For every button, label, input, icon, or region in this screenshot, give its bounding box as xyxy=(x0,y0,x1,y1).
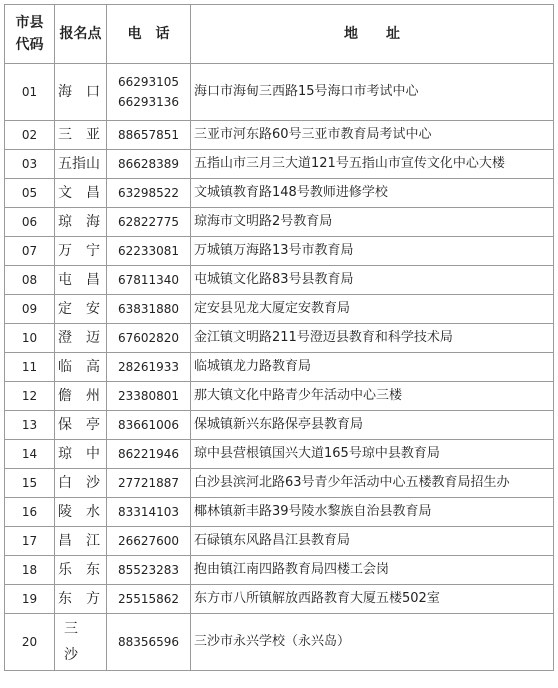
table-row xyxy=(5,498,554,527)
cell-name xyxy=(55,469,114,498)
cell-code: 08 xyxy=(5,266,55,295)
cell-name-text: 琼海 xyxy=(58,214,114,230)
cell-name-text: 陵水 xyxy=(58,504,114,520)
cell-address: 抱由镇江南四路教育局四楼工会岗 xyxy=(191,556,554,585)
table-row xyxy=(5,208,554,237)
cell-phone: 62822775 xyxy=(107,208,191,237)
table-row xyxy=(5,556,554,585)
table-row xyxy=(5,121,554,150)
cell-code: 13 xyxy=(5,411,55,440)
table-row xyxy=(5,411,554,440)
cell-name-text: 琼中 xyxy=(58,446,114,462)
cell-code: 16 xyxy=(5,498,55,527)
cell-code: 03 xyxy=(5,150,55,179)
cell-name xyxy=(55,556,114,585)
header-name: 报名点 xyxy=(55,5,107,64)
cell-name-text: 三亚 xyxy=(58,127,114,143)
cell-code: 09 xyxy=(5,295,55,324)
cell-phone: 62233081 xyxy=(107,237,191,266)
cell-address: 海口市海甸三西路15号海口市考试中心 xyxy=(191,64,554,121)
table-row xyxy=(5,614,554,671)
cell-code: 01 xyxy=(5,64,55,121)
cell-address: 定安县见龙大厦定安教育局 xyxy=(191,295,554,324)
cell-phone: 86628389 xyxy=(107,150,191,179)
cell-name xyxy=(55,208,114,237)
cell-address: 临城镇龙力路教育局 xyxy=(191,353,554,382)
table-row xyxy=(5,324,554,353)
table-row xyxy=(5,150,554,179)
registration-table xyxy=(4,4,554,671)
cell-address: 白沙县滨河北路63号青少年活动中心五楼教育局招生办 xyxy=(191,469,554,498)
cell-name-text: 文昌 xyxy=(58,185,114,201)
cell-code: 20 xyxy=(5,614,55,671)
cell-phone: 63298522 xyxy=(107,179,191,208)
table-row xyxy=(5,179,554,208)
cell-phone: 26627600 xyxy=(107,527,191,556)
cell-code: 19 xyxy=(5,585,55,614)
cell-phone: 66293105 66293136 xyxy=(107,64,191,121)
table-row xyxy=(5,382,554,411)
table-row xyxy=(5,469,554,498)
cell-phone: 27721887 xyxy=(107,469,191,498)
cell-name xyxy=(55,382,114,411)
cell-code: 02 xyxy=(5,121,55,150)
cell-name xyxy=(55,64,114,121)
header-code: 市县代码 xyxy=(5,5,55,64)
cell-name xyxy=(55,353,114,382)
cell-code: 11 xyxy=(5,353,55,382)
cell-name-text: 东方 xyxy=(58,591,114,607)
cell-address: 琼海市文明路2号教育局 xyxy=(191,208,554,237)
cell-phone: 67602820 xyxy=(107,324,191,353)
cell-phone: 67811340 xyxy=(107,266,191,295)
table-row xyxy=(5,353,554,382)
cell-name xyxy=(55,440,114,469)
cell-name-text: 海口 xyxy=(58,84,114,100)
cell-name-text: 临高 xyxy=(58,359,114,375)
cell-name-text: 保亭 xyxy=(58,417,114,433)
cell-address: 三亚市河东路60号三亚市教育局考试中心 xyxy=(191,121,554,150)
cell-code: 07 xyxy=(5,237,55,266)
table-header-row xyxy=(5,5,554,64)
cell-address: 金江镇文明路211号澄迈县教育和科学技术局 xyxy=(191,324,554,353)
cell-code: 17 xyxy=(5,527,55,556)
table-row xyxy=(5,237,554,266)
cell-phone: 88356596 xyxy=(107,614,191,671)
cell-name-text: 屯昌 xyxy=(58,272,114,288)
cell-address: 石碌镇东风路昌江县教育局 xyxy=(191,527,554,556)
cell-name-text: 三沙 xyxy=(64,621,78,663)
cell-name-text: 定安 xyxy=(58,301,114,317)
cell-name xyxy=(55,614,107,671)
header-phone: 电 话 xyxy=(107,5,191,64)
cell-name-text: 五指山 xyxy=(58,156,100,172)
cell-name xyxy=(55,295,114,324)
cell-name xyxy=(55,150,107,179)
cell-address: 屯城镇文化路83号县教育局 xyxy=(191,266,554,295)
cell-code: 10 xyxy=(5,324,55,353)
cell-name xyxy=(55,527,114,556)
cell-code: 06 xyxy=(5,208,55,237)
cell-address: 琼中县营根镇国兴大道165号琼中县教育局 xyxy=(191,440,554,469)
table-row xyxy=(5,527,554,556)
cell-address: 五指山市三月三大道121号五指山市宣传文化中心大楼 xyxy=(191,150,554,179)
cell-address: 文城镇教育路148号教师进修学校 xyxy=(191,179,554,208)
cell-code: 14 xyxy=(5,440,55,469)
cell-name-text: 澄迈 xyxy=(58,330,114,346)
table-row xyxy=(5,64,554,121)
cell-phone: 86221946 xyxy=(107,440,191,469)
cell-name-text: 儋州 xyxy=(58,388,114,404)
cell-name xyxy=(55,498,114,527)
cell-phone: 63831880 xyxy=(107,295,191,324)
table-row xyxy=(5,295,554,324)
cell-name xyxy=(55,324,114,353)
table-row xyxy=(5,585,554,614)
cell-address: 万城镇万海路13号市教育局 xyxy=(191,237,554,266)
cell-address: 保城镇新兴东路保亭县教育局 xyxy=(191,411,554,440)
cell-phone: 23380801 xyxy=(107,382,191,411)
cell-address: 那大镇文化中路青少年活动中心三楼 xyxy=(191,382,554,411)
cell-name-text: 万宁 xyxy=(58,243,114,259)
cell-phone: 25515862 xyxy=(107,585,191,614)
cell-phone: 88657851 xyxy=(107,121,191,150)
cell-phone: 28261933 xyxy=(107,353,191,382)
cell-address: 三沙市永兴学校（永兴岛） xyxy=(191,614,554,671)
cell-name xyxy=(55,121,114,150)
cell-code: 05 xyxy=(5,179,55,208)
cell-phone: 83661006 xyxy=(107,411,191,440)
table-body xyxy=(5,64,554,671)
header-address: 地 址 xyxy=(191,5,554,64)
cell-name-text: 昌江 xyxy=(58,533,114,549)
cell-name xyxy=(55,266,114,295)
table-row xyxy=(5,440,554,469)
cell-code: 18 xyxy=(5,556,55,585)
cell-name xyxy=(55,237,114,266)
cell-code: 15 xyxy=(5,469,55,498)
cell-name-text: 乐东 xyxy=(58,562,114,578)
cell-phone: 83314103 xyxy=(107,498,191,527)
cell-address: 椰林镇新丰路39号陵水黎族自治县教育局 xyxy=(191,498,554,527)
cell-name xyxy=(55,179,114,208)
cell-address: 东方市八所镇解放西路教育大厦五楼502室 xyxy=(191,585,554,614)
cell-name xyxy=(55,411,114,440)
cell-phone: 85523283 xyxy=(107,556,191,585)
cell-code: 12 xyxy=(5,382,55,411)
table-row xyxy=(5,266,554,295)
cell-name xyxy=(55,585,114,614)
cell-name-text: 白沙 xyxy=(58,475,114,491)
